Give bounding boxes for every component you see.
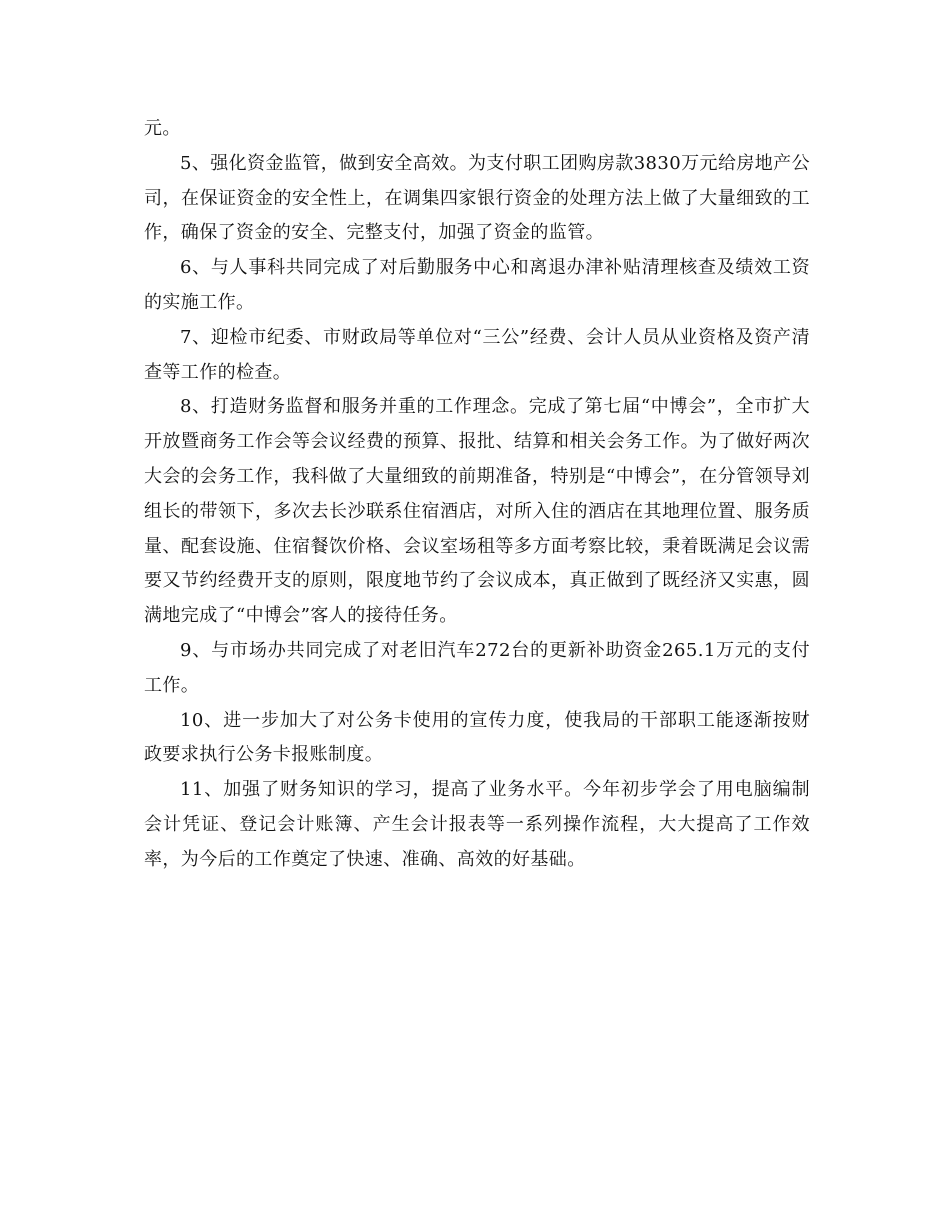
paragraph-item-10: 10、进一步加大了对公务卡使用的宣传力度，使我局的干部职工能逐渐按财政要求执行公务卡报账制度。 xyxy=(144,709,810,766)
paragraph-item-5: 5、强化资金监管，做到安全高效。为支付职工团购房款3830万元给房地产公司，在保证资金的安全性上，在调集四家银行资金的处理方法上做了大量细致的工作，确保了资金的安全、完整支付，加强了资金的监管。 xyxy=(144,152,810,244)
document-body xyxy=(144,112,810,878)
paragraph-item-9: 9、与市场办共同完成了对老旧汽车272台的更新补助资金265.1万元的支付工作。 xyxy=(144,639,810,696)
paragraph-continuation: 元。 xyxy=(144,118,181,139)
paragraph-item-7: 7、迎检市纪委、市财政局等单位对“三公”经费、会计人员从业资格及资产清查等工作的检查。 xyxy=(144,326,810,383)
paragraph-item-8: 8、打造财务监督和服务并重的工作理念。完成了第七届“中博会”，全市扩大开放暨商务工作会等会议经费的预算、报批、结算和相关会务工作。为了做好两次大会的会务工作，我科做了大量细致的前期准备，特别是“中博会”，在分管领导刘组长的带领下，多次去长沙联系住宿酒店，对所入住的酒店在其地理位置、服务质量、配套设施、住宿餐饮价格、会议室场租等多方面考察比较，秉着既满足会议需要又节约经费开支的原则，限度地节约了会议成本，真正做到了既经济又实惠，圆满地完成了“中博会”客人的接待任务。 xyxy=(144,396,810,627)
paragraph-item-6: 6、与人事科共同完成了对后勤服务中心和离退办津补贴清理核查及绩效工资的实施工作。 xyxy=(144,257,810,313)
paragraph-item-11: 11、加强了财务知识的学习，提高了业务水平。今年初步学会了用电脑编制会计凭证、登记会计账簿、产生会计报表等一系列操作流程，大大提高了工作效率，为今后的工作奠定了快速、准确、高效的好基础。 xyxy=(144,779,810,870)
